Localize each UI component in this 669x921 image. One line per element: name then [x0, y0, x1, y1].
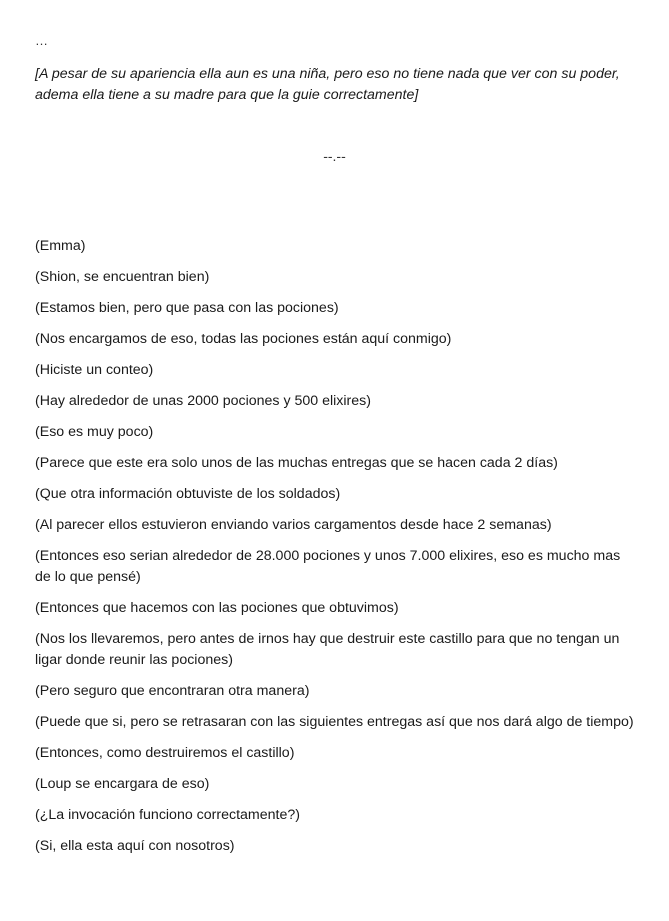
dialogue-line: (Hiciste un conteo) [35, 362, 154, 378]
dialogue-line: (Shion, se encuentran bien) [35, 269, 210, 285]
dialogue-line: (Parece que este era solo unos de las muchas entregas que se hacen cada 2 días) [35, 455, 558, 471]
scene-separator: --.-- [323, 148, 346, 164]
dialogue-line: (Estamos bien, pero que pasa con las pociones) [35, 300, 339, 316]
ellipsis: … [35, 33, 48, 48]
dialogue-line: (Que otra información obtuviste de los soldados) [35, 486, 341, 502]
dialogue-line: (Nos los llevaremos, pero antes de irnos hay que destruir este castillo para que no tengan un ligar donde reunir las pociones) [35, 631, 620, 668]
dialogue-line: (Pero seguro que encontraran otra manera) [35, 683, 310, 699]
dialogue-line: (Loup se encargara de eso) [35, 776, 210, 792]
dialogue-list [35, 236, 635, 867]
dialogue-line: (Al parecer ellos estuvieron enviando varios cargamentos desde hace 2 semanas) [35, 517, 552, 533]
dialogue-line: (Puede que si, pero se retrasaran con las siguientes entregas así que nos dará algo de tiempo) [35, 714, 634, 730]
dialogue-line: (Si, ella esta aquí con nosotros) [35, 838, 235, 854]
dialogue-line: (Eso es muy poco) [35, 424, 154, 440]
dialogue-line: (¿La invocación funciono correctamente?) [35, 807, 300, 823]
dialogue-line: (Entonces, como destruiremos el castillo) [35, 745, 295, 761]
narrator-note: [A pesar de su apariencia ella aun es una niña, pero eso no tiene nada que ver con su poder, adema ella tiene a su madre para que la guie correctamente] [35, 66, 620, 103]
dialogue-line: (Entonces eso serian alrededor de 28.000 pociones y unos 7.000 elixires, eso es mucho mas de lo que pensé) [35, 548, 621, 585]
dialogue-line: (Nos encargamos de eso, todas las pociones están aquí conmigo) [35, 331, 452, 347]
dialogue-line: (Hay alrededor de unas 2000 pociones y 500 elixires) [35, 393, 371, 409]
dialogue-line: (Entonces que hacemos con las pociones que obtuvimos) [35, 600, 399, 616]
dialogue-line: (Emma) [35, 238, 86, 254]
